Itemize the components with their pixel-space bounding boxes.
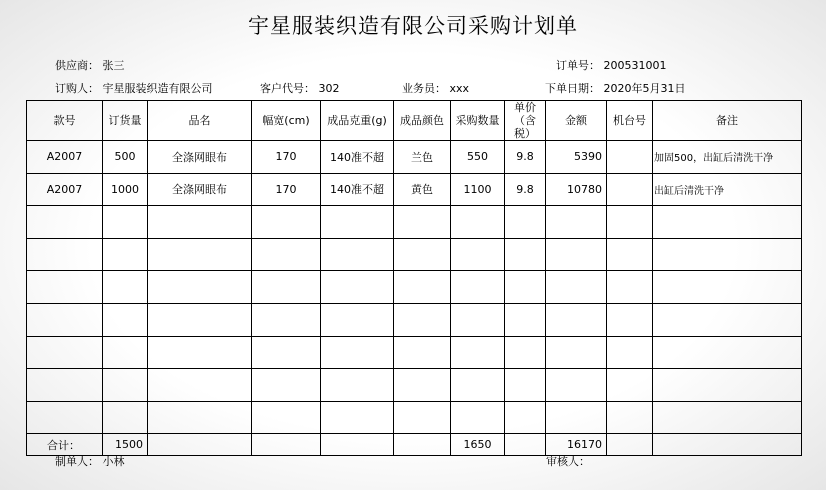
totals-label: 合计：	[27, 434, 103, 456]
table-row	[27, 173, 802, 206]
empty-table-row	[27, 206, 802, 239]
cell-machine	[607, 141, 653, 174]
order-no-value: 200531001	[603, 59, 667, 72]
cell-purchase-qty: 550	[451, 141, 505, 174]
totals-amount: 16170	[546, 434, 607, 456]
empty-table-row	[27, 303, 802, 336]
order-date-value: 2020年5月31日	[603, 82, 686, 95]
totals-row	[27, 434, 802, 456]
customer-code-field	[260, 80, 340, 96]
col-header-color: 成品颜色	[394, 101, 451, 141]
col-header-note: 备注	[653, 101, 802, 141]
salesman-label: 业务员：	[402, 82, 446, 95]
col-header-purchase-qty: 采购数量	[451, 101, 505, 141]
col-header-weight: 成品克重(g)	[321, 101, 394, 141]
table-row	[27, 141, 802, 174]
order-date-label: 下单日期：	[545, 82, 600, 95]
col-header-style: 款号	[27, 101, 103, 141]
col-header-machine: 机台号	[607, 101, 653, 141]
empty-table-row	[27, 238, 802, 271]
maker-value: 小林	[102, 455, 125, 468]
cell-width: 170	[252, 141, 321, 174]
totals-purchase-qty: 1650	[451, 434, 505, 456]
order-date-field	[545, 80, 686, 96]
supplier-value: 张三	[102, 59, 125, 72]
table-header-row	[27, 101, 802, 141]
cell-color: 黄色	[394, 173, 451, 206]
cell-weight: 140准不超	[321, 141, 394, 174]
reviewer-field	[546, 453, 590, 469]
col-header-qty: 订货量	[103, 101, 148, 141]
cell-note: 出缸后清洗干净	[653, 173, 802, 206]
customer-code-label: 客户代号：	[260, 82, 315, 95]
salesman-value: xxx	[449, 82, 470, 95]
col-header-amount: 金额	[546, 101, 607, 141]
buyer-value: 宇星服装织造有限公司	[102, 82, 213, 95]
cell-style: A2007	[27, 173, 103, 206]
cell-amount: 5390	[546, 141, 607, 174]
reviewer-label: 审核人：	[546, 455, 590, 468]
empty-table-row	[27, 336, 802, 369]
cell-purchase-qty: 1100	[451, 173, 505, 206]
cell-color: 兰色	[394, 141, 451, 174]
salesman-field	[402, 80, 469, 96]
empty-table-row	[27, 271, 802, 304]
cell-name: 全涤网眼布	[148, 141, 252, 174]
document-title: 宇星服装织造有限公司采购计划单	[248, 14, 578, 38]
col-header-price: 单价（含税）	[505, 101, 546, 141]
cell-style: A2007	[27, 141, 103, 174]
cell-note: 加固500，出缸后清洗干净	[653, 141, 802, 174]
order-no-field	[556, 57, 667, 73]
order-no-label: 订单号：	[556, 59, 600, 72]
cell-qty: 500	[103, 141, 148, 174]
cell-price: 9.8	[505, 141, 546, 174]
maker-field	[55, 453, 125, 469]
buyer-label: 订购人：	[55, 82, 99, 95]
col-header-width: 幅宽(cm)	[252, 101, 321, 141]
cell-name: 全涤网眼布	[148, 173, 252, 206]
totals-qty: 1500	[103, 434, 148, 456]
cell-width: 170	[252, 173, 321, 206]
col-header-name: 品名	[148, 101, 252, 141]
empty-table-row	[27, 401, 802, 434]
buyer-field	[55, 80, 213, 96]
cell-qty: 1000	[103, 173, 148, 206]
maker-label: 制单人：	[55, 455, 99, 468]
customer-code-value: 302	[318, 82, 340, 95]
supplier-field	[55, 57, 125, 73]
supplier-label: 供应商：	[55, 59, 99, 72]
purchase-plan-table	[26, 100, 802, 456]
empty-table-row	[27, 369, 802, 402]
cell-price: 9.8	[505, 173, 546, 206]
cell-machine	[607, 173, 653, 206]
cell-weight: 140准不超	[321, 173, 394, 206]
cell-amount: 10780	[546, 173, 607, 206]
